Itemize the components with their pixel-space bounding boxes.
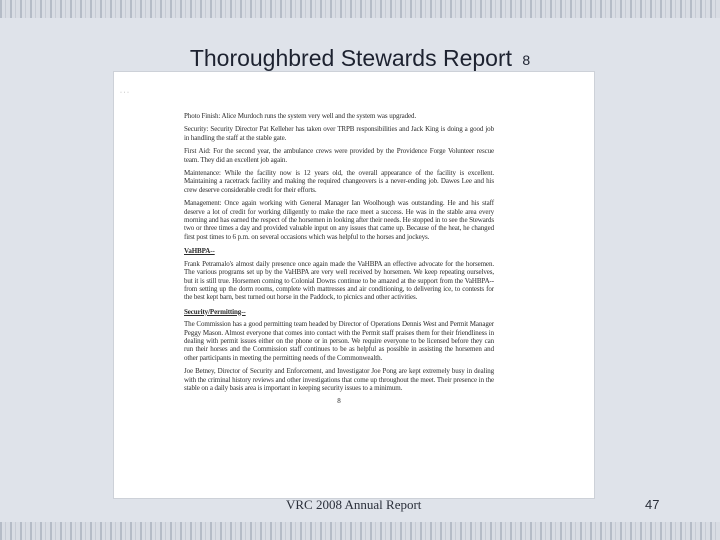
footer-page-number: 47: [645, 497, 660, 512]
doc-paragraph: Photo Finish: Alice Murdoch runs the system very well and the system was upgraded.: [184, 112, 417, 120]
slide-title-text: Thoroughbred Stewards Report: [189, 45, 512, 71]
doc-paragraph: Frank Petramalo's almost daily presence once again made the VaHBPA an effective advocate for the horsemen. The various programs set up by the VaHBPA are very well received by horsemen. We keep repeating ourselves, but it is still true. Horsemen coming to Colonial Downs continue to be amazed at the support from the VaHBPA--from setting up the dorm rooms, complete with mattresses and air conditioning, to delivering ice, to contests for the best kept barn, best turned out horse in the Paddock, to picnics and other activities.: [184, 259, 494, 302]
document-body: [184, 112, 494, 406]
slide-title-number: 8: [522, 52, 531, 68]
scanned-document-page: [114, 72, 594, 498]
slide-title: [0, 45, 720, 72]
doc-heading-security-permitting: Security/Permitting--: [184, 307, 246, 316]
bottom-decorative-stripe: [0, 522, 720, 540]
doc-paragraph: First Aid: For the second year, the ambulance crews were provided by the Providence Forge Volunteer rescue team. They did an excellent job again.: [184, 147, 494, 164]
doc-heading-vahbpa: VaHBPA--: [184, 247, 215, 256]
doc-paragraph: Security: Security Director Pat Kelleher has taken over TRPB responsibilities and Jack King is doing a good job in handling the staff at the stable gate.: [184, 125, 494, 142]
doc-paragraph: Management: Once again working with General Manager Ian Woolhough was outstanding. He and his staff deserve a lot of credit for working diligently to make the race meet a success. He was in the stable area every morning and has earned the respect of the horsemen in looking after their needs. He stopped in to see the Stewards two or three times a day and provided valuable input on any issues that came up. Because of the heat, he changed first post times to 6 p.m. on several occasions which was helpful to the horses and jockeys.: [184, 199, 494, 241]
doc-paragraph: The Commission has a good permitting team headed by Director of Operations Dennis West and Permit Manager Peggy Mason. Almost everyone that comes into contact with the Permit staff praises them for their friendliness in dealing with permit issues either on the phone or in person. We require everyone to be licensed before they can run their horses and the Commission staff continues to be as helpful as possible in assisting the horsemen and other participants in meeting the permitting needs of the Commonwealth.: [184, 320, 494, 362]
scan-artifact: · · ·: [120, 90, 129, 96]
doc-page-marker: 8: [337, 397, 341, 406]
doc-paragraph: Joe Betney, Director of Security and Enforcement, and Investigator Joe Pong are kept extremely busy in dealing with the criminal history reviews and other investigations that come up throughout the meet. Their presence in the stable on a daily basis area is important in keeping security issues to a minimum.: [184, 367, 494, 392]
doc-paragraph: Maintenance: While the facility now is 12 years old, the overall appearance of the facility is excellent. Maintaining a racetrack facility and making the required changeovers is a never-ending job. Dawes Lee and his crew deserve considerable credit for their efforts.: [184, 169, 494, 194]
top-decorative-stripe: [0, 0, 720, 18]
footer-report-title: VRC 2008 Annual Report: [286, 497, 422, 512]
